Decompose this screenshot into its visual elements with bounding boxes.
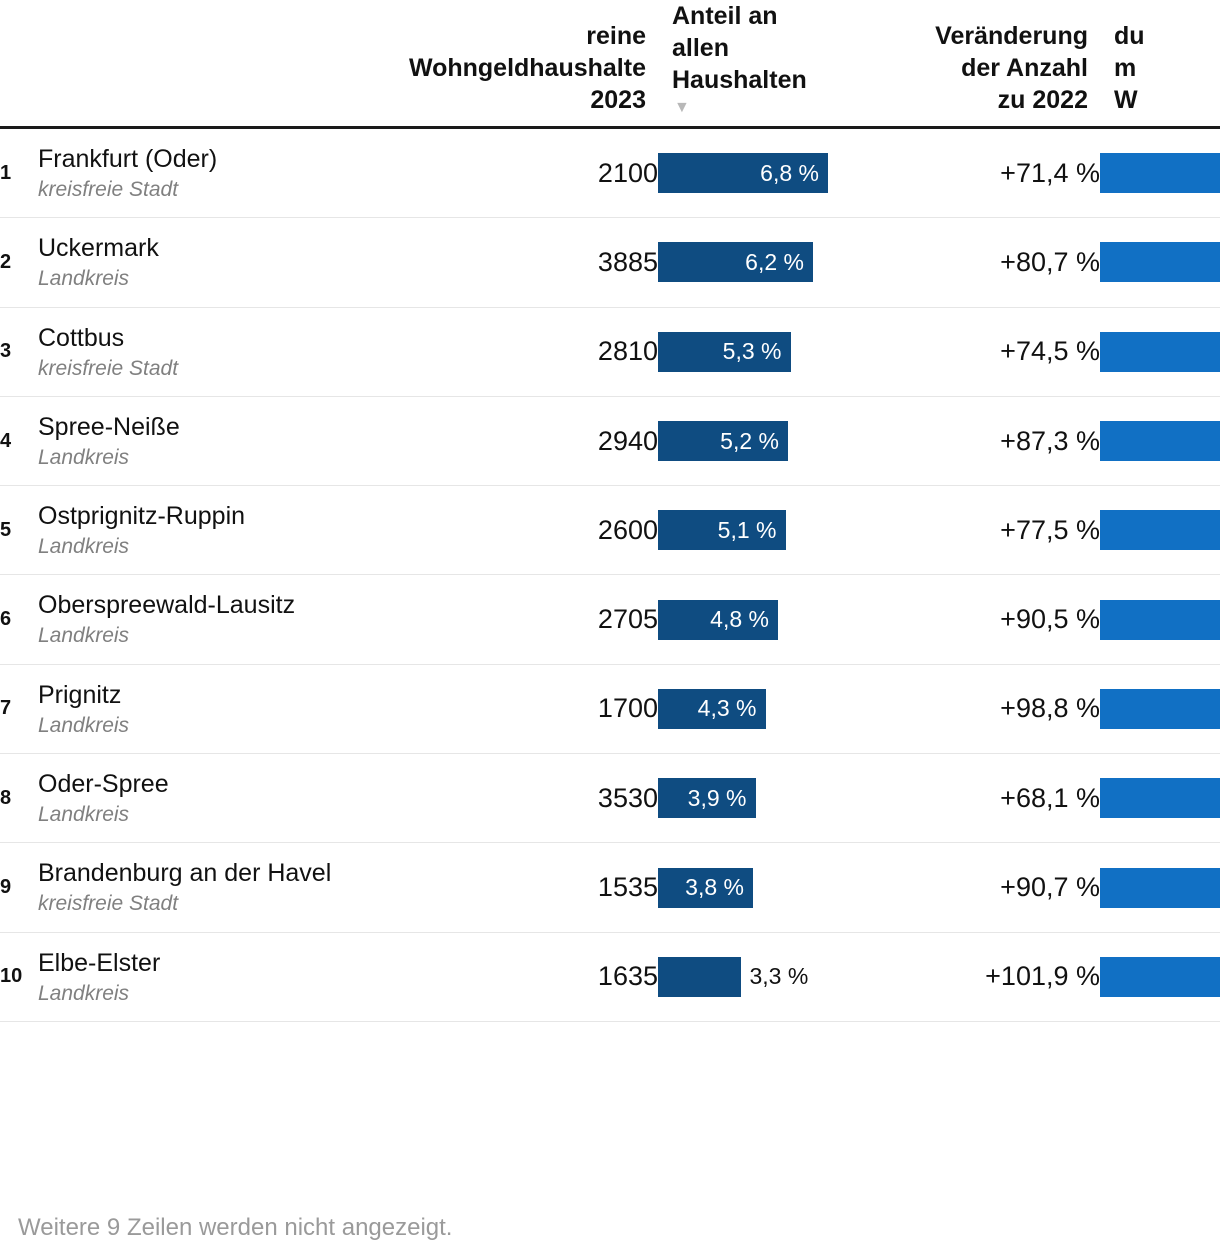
share-bar-holder (658, 242, 878, 282)
sort-descending-icon[interactable]: ▼ (674, 99, 690, 116)
row-share-cell (658, 843, 878, 932)
extra-bar (1100, 332, 1220, 372)
share-bar-label: 5,2 % (720, 427, 779, 454)
share-bar-holder (658, 421, 878, 461)
row-region-label: Spree-Neiße (38, 412, 180, 441)
row-region-type: Landkreis (38, 624, 130, 648)
row-region-type: Landkreis (38, 535, 130, 559)
row-extra-cell (1100, 218, 1220, 307)
table-row[interactable] (0, 486, 1220, 575)
extra-bar (1100, 600, 1220, 640)
column-header-share-line3: Haushalten (672, 66, 807, 94)
row-share-cell (658, 396, 878, 485)
row-change-value: +90,5 % (878, 575, 1100, 664)
row-extra-cell (1100, 843, 1220, 932)
share-bar-holder (658, 778, 878, 818)
row-rank: 6 (0, 575, 38, 664)
row-region-label: Oberspreewald-Lausitz (38, 591, 296, 620)
row-household-count: 2100 (398, 128, 658, 218)
row-region-name (38, 307, 398, 396)
extra-bar (1100, 868, 1220, 908)
column-header-households-line3: 2023 (590, 86, 646, 114)
row-extra-cell (1100, 307, 1220, 396)
column-header-extra-line3: W (1114, 86, 1138, 114)
row-rank: 10 (0, 932, 38, 1021)
column-header-rank (0, 0, 38, 126)
row-region-label: Ostprignitz-Ruppin (38, 502, 246, 531)
row-region-label: Cottbus (38, 323, 125, 352)
share-bar-label: 5,3 % (722, 338, 782, 365)
column-header-share[interactable] (658, 0, 878, 126)
row-rank: 8 (0, 754, 38, 843)
row-extra-cell (1100, 664, 1220, 753)
share-bar-label: 3,8 % (685, 874, 744, 901)
row-household-count: 2600 (398, 486, 658, 575)
row-household-count: 1700 (398, 664, 658, 753)
row-share-cell (658, 575, 878, 664)
share-bar-holder (658, 153, 878, 193)
extra-bar (1100, 421, 1220, 461)
row-rank: 7 (0, 664, 38, 753)
header-row (0, 0, 1220, 126)
row-household-count: 1535 (398, 843, 658, 932)
row-change-value: +68,1 % (878, 754, 1100, 843)
row-rank: 2 (0, 218, 38, 307)
row-change-value: +77,5 % (878, 486, 1100, 575)
column-header-share-line1: Anteil an (672, 2, 778, 30)
row-rank: 9 (0, 843, 38, 932)
row-share-cell (658, 754, 878, 843)
row-region-label: Frankfurt (Oder) (38, 145, 218, 173)
row-region-type: kreisfreie Stadt (38, 356, 179, 380)
share-bar (658, 600, 778, 640)
row-region-type: kreisfreie Stadt (38, 892, 179, 916)
share-bar (658, 332, 791, 372)
row-region-name (38, 754, 398, 843)
share-bar-label: 3,9 % (687, 784, 747, 811)
column-header-extra[interactable] (1100, 0, 1220, 126)
share-bar (658, 242, 813, 282)
share-bar (658, 868, 753, 908)
share-bar (658, 689, 766, 729)
column-header-region (38, 0, 398, 126)
table-row[interactable] (0, 128, 1220, 218)
share-bar-label: 6,8 % (760, 159, 819, 186)
row-household-count: 3530 (398, 754, 658, 843)
table-row[interactable] (0, 218, 1220, 307)
row-change-value: +74,5 % (878, 307, 1100, 396)
share-bar-label: 3,3 % (749, 963, 809, 990)
row-region-label: Prignitz (38, 680, 122, 709)
table-row[interactable] (0, 307, 1220, 396)
row-extra-cell (1100, 486, 1220, 575)
extra-bar (1100, 242, 1220, 282)
table-row[interactable] (0, 932, 1220, 1021)
table-row[interactable] (0, 754, 1220, 843)
table-header (0, 0, 1220, 128)
row-region-label: Uckermark (38, 234, 159, 263)
share-bar-holder (658, 689, 878, 729)
row-extra-cell (1100, 575, 1220, 664)
row-share-cell (658, 486, 878, 575)
row-region-type: Landkreis (38, 445, 130, 469)
extra-bar (1100, 153, 1220, 193)
column-header-change-line1: Veränderung (935, 22, 1088, 50)
row-share-cell (658, 307, 878, 396)
row-household-count: 3885 (398, 218, 658, 307)
column-header-households-line2: Wohngeldhaushalte (408, 54, 646, 82)
row-share-cell (658, 218, 878, 307)
row-region-type: Landkreis (38, 981, 130, 1005)
row-share-cell (658, 128, 878, 218)
table-row[interactable] (0, 843, 1220, 932)
row-change-value: +80,7 % (878, 218, 1100, 307)
row-extra-cell (1100, 396, 1220, 485)
row-household-count: 2705 (398, 575, 658, 664)
row-change-value: +101,9 % (878, 932, 1100, 1021)
share-bar-holder (658, 868, 878, 908)
row-extra-cell (1100, 128, 1220, 218)
share-bar-holder (658, 957, 878, 997)
row-region-name (38, 396, 398, 485)
share-bar-label: 6,2 % (745, 248, 804, 275)
row-region-name (38, 486, 398, 575)
row-region-name (38, 843, 398, 932)
row-rank: 3 (0, 307, 38, 396)
share-bar (658, 778, 756, 818)
share-bar-label: 4,3 % (697, 695, 757, 722)
row-region-name (38, 932, 398, 1021)
row-change-value: +87,3 % (878, 396, 1100, 485)
extra-bar (1100, 689, 1220, 729)
table-body (0, 128, 1220, 1022)
row-region-label: Oder-Spree (38, 770, 169, 799)
row-region-label: Elbe-Elster (38, 948, 161, 977)
row-region-type: Landkreis (38, 267, 130, 291)
row-change-value: +71,4 % (878, 128, 1100, 218)
share-bar (658, 153, 828, 193)
column-header-households-line1: reine (586, 22, 646, 50)
row-region-name (38, 128, 398, 218)
row-region-name (38, 575, 398, 664)
share-bar-label: 5,1 % (717, 516, 777, 543)
row-household-count: 2810 (398, 307, 658, 396)
share-bar-holder (658, 510, 878, 550)
row-region-type: Landkreis (38, 713, 130, 737)
row-region-type: kreisfreie Stadt (38, 178, 179, 201)
row-rank: 5 (0, 486, 38, 575)
row-extra-cell (1100, 754, 1220, 843)
share-bar (658, 510, 786, 550)
row-household-count: 2940 (398, 396, 658, 485)
row-change-value: +90,7 % (878, 843, 1100, 932)
row-extra-cell (1100, 932, 1220, 1021)
row-change-value: +98,8 % (878, 664, 1100, 753)
row-rank: 4 (0, 396, 38, 485)
extra-bar (1100, 510, 1220, 550)
row-region-type: Landkreis (38, 803, 130, 827)
row-region-label: Brandenburg an der Havel (38, 859, 332, 888)
row-region-name (38, 218, 398, 307)
row-household-count: 1635 (398, 932, 658, 1021)
row-region-name (38, 664, 398, 753)
row-share-cell (658, 664, 878, 753)
share-bar (658, 957, 741, 997)
column-header-change-line2: der Anzahl (961, 54, 1088, 82)
extra-bar (1100, 957, 1220, 997)
extra-bar (1100, 778, 1220, 818)
column-header-extra-line2: m (1114, 54, 1137, 82)
row-share-cell (658, 932, 878, 1021)
table-row[interactable] (0, 575, 1220, 664)
share-bar (658, 421, 788, 461)
row-rank: 1 (0, 128, 38, 218)
share-bar-holder (658, 600, 878, 640)
column-header-share-line2: allen (672, 34, 729, 62)
column-header-extra-line1: du (1114, 22, 1145, 50)
table-row[interactable] (0, 396, 1220, 485)
column-header-change-line3: zu 2022 (997, 86, 1088, 114)
column-header-households[interactable] (398, 0, 658, 126)
share-bar-label: 4,8 % (710, 606, 769, 633)
table-row[interactable] (0, 664, 1220, 753)
column-header-change[interactable] (878, 0, 1100, 126)
footnote-hidden-rows: Weitere 9 Zeilen werden nicht angezeigt. (18, 1214, 453, 1241)
share-bar-holder (658, 332, 878, 372)
